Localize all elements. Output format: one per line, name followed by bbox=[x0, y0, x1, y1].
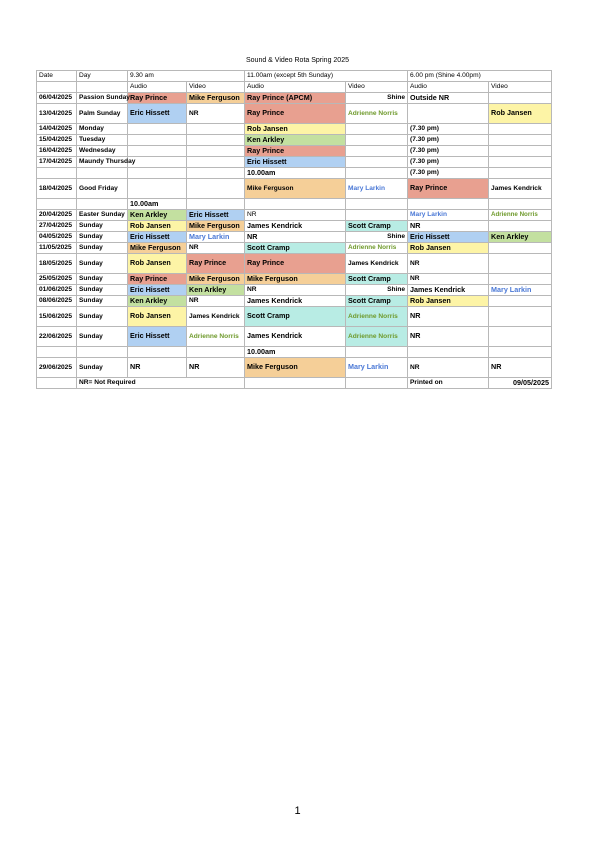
page-title: Sound & Video Rota Spring 2025 bbox=[245, 57, 349, 64]
date-cell: 04/05/2025 bbox=[37, 232, 77, 243]
audio-600-cell: James Kendrick bbox=[408, 285, 489, 296]
table-row bbox=[37, 210, 552, 221]
audio-600-cell: Outside NR bbox=[408, 93, 489, 104]
video-600-cell bbox=[489, 157, 552, 168]
header-row bbox=[37, 71, 552, 82]
video-1100-cell: Adrienne Norris bbox=[346, 243, 408, 254]
video-1100-cell bbox=[346, 135, 408, 146]
video-930-cell: NR bbox=[187, 243, 245, 254]
video-1100-cell bbox=[346, 124, 408, 135]
video-600-cell bbox=[489, 307, 552, 327]
printed-on-label: Printed on bbox=[408, 378, 489, 389]
date-cell bbox=[37, 199, 77, 210]
date-cell: 29/06/2025 bbox=[37, 358, 77, 378]
day-cell: Sunday bbox=[77, 285, 128, 296]
date-cell: 15/06/2025 bbox=[37, 307, 77, 327]
date-cell: 08/06/2025 bbox=[37, 296, 77, 307]
col-header-date: Date bbox=[37, 71, 77, 82]
video-600-cell: James Kendrick bbox=[489, 179, 552, 199]
audio-600-cell: NR bbox=[408, 221, 489, 232]
audio-600-cell bbox=[408, 104, 489, 124]
col-header-1100: 11.00am (except 5th Sunday) bbox=[245, 71, 408, 82]
audio-930-cell: Rob Jansen bbox=[128, 254, 187, 274]
video-600-cell bbox=[489, 168, 552, 179]
col-header-930: 9.30 am bbox=[128, 71, 245, 82]
video-600-cell bbox=[489, 243, 552, 254]
audio-1100-cell: Ray Prince (APCM) bbox=[245, 93, 346, 104]
audio-1100-cell: Ray Prince bbox=[245, 104, 346, 124]
audio-600-cell: Mary Larkin bbox=[408, 210, 489, 221]
video-600-cell bbox=[489, 93, 552, 104]
col-header-600: 6.00 pm (Shine 4.00pm) bbox=[408, 71, 552, 82]
date-cell: 16/04/2025 bbox=[37, 146, 77, 157]
video-930-cell bbox=[187, 347, 245, 358]
audio-1100-cell bbox=[245, 199, 346, 210]
video-930-cell: Mary Larkin bbox=[187, 232, 245, 243]
table-row bbox=[37, 327, 552, 347]
audio-930-cell bbox=[128, 124, 187, 135]
subheader-video: Video bbox=[489, 82, 552, 93]
col-header-day: Day bbox=[77, 71, 128, 82]
rota-table bbox=[36, 70, 552, 389]
day-cell: Sunday bbox=[77, 274, 128, 285]
video-930-cell bbox=[187, 124, 245, 135]
audio-1100-cell: 10.00am bbox=[245, 168, 346, 179]
video-1100-cell: Adrienne Norris bbox=[346, 104, 408, 124]
video-930-cell: Ken Arkley bbox=[187, 285, 245, 296]
day-cell: Monday bbox=[77, 124, 128, 135]
video-1100-cell: Mary Larkin bbox=[346, 179, 408, 199]
audio-1100-cell: Mike Ferguson bbox=[245, 274, 346, 285]
audio-930-cell bbox=[128, 157, 187, 168]
table-row bbox=[37, 135, 552, 146]
audio-930-cell: Rob Jansen bbox=[128, 307, 187, 327]
video-930-cell: Mike Ferguson bbox=[187, 93, 245, 104]
audio-930-cell bbox=[128, 135, 187, 146]
video-600-cell bbox=[489, 199, 552, 210]
audio-1100-cell: Rob Jansen bbox=[245, 124, 346, 135]
video-930-cell: Adrienne Norris bbox=[187, 327, 245, 347]
video-600-cell: Adrienne Norris bbox=[489, 210, 552, 221]
audio-600-cell bbox=[408, 199, 489, 210]
audio-930-cell: Ken Arkley bbox=[128, 210, 187, 221]
table-row bbox=[37, 347, 552, 358]
video-600-cell: NR bbox=[489, 358, 552, 378]
subheader-video: Video bbox=[346, 82, 408, 93]
date-cell: 13/04/2025 bbox=[37, 104, 77, 124]
audio-930-cell bbox=[128, 146, 187, 157]
subheader-row bbox=[37, 82, 552, 93]
video-1100-cell: Scott Cramp bbox=[346, 274, 408, 285]
table-row bbox=[37, 296, 552, 307]
audio-1100-cell: NR bbox=[245, 210, 346, 221]
table-cell bbox=[346, 378, 408, 389]
day-cell bbox=[77, 168, 128, 179]
video-600-cell bbox=[489, 221, 552, 232]
audio-1100-cell: NR bbox=[245, 232, 346, 243]
table-cell bbox=[245, 378, 346, 389]
date-cell: 22/06/2025 bbox=[37, 327, 77, 347]
audio-1100-cell: Scott Cramp bbox=[245, 307, 346, 327]
table-row bbox=[37, 274, 552, 285]
audio-600-cell: NR bbox=[408, 254, 489, 274]
audio-600-cell bbox=[408, 347, 489, 358]
audio-930-cell: Ken Arkley bbox=[128, 296, 187, 307]
day-cell bbox=[77, 347, 128, 358]
audio-1100-cell: Mike Ferguson bbox=[245, 179, 346, 199]
video-930-cell bbox=[187, 157, 245, 168]
video-930-cell: Mike Ferguson bbox=[187, 274, 245, 285]
audio-600-cell: (7.30 pm) bbox=[408, 146, 489, 157]
table-row bbox=[37, 93, 552, 104]
video-600-cell bbox=[489, 347, 552, 358]
date-cell: 18/04/2025 bbox=[37, 179, 77, 199]
table-row bbox=[37, 243, 552, 254]
video-600-cell: Rob Jansen bbox=[489, 104, 552, 124]
day-cell: Sunday bbox=[77, 358, 128, 378]
day-cell: Sunday bbox=[77, 243, 128, 254]
date-cell: 27/04/2025 bbox=[37, 221, 77, 232]
video-1100-cell bbox=[346, 146, 408, 157]
video-930-cell: NR bbox=[187, 296, 245, 307]
video-930-cell bbox=[187, 135, 245, 146]
audio-1100-cell: Ray Prince bbox=[245, 254, 346, 274]
audio-600-cell: (7.30 pm) bbox=[408, 168, 489, 179]
table-row bbox=[37, 146, 552, 157]
audio-1100-cell: Eric Hissett bbox=[245, 157, 346, 168]
audio-930-cell: Rob Jansen bbox=[128, 221, 187, 232]
table-row bbox=[37, 124, 552, 135]
table-row bbox=[37, 179, 552, 199]
video-600-cell: Ken Arkley bbox=[489, 232, 552, 243]
day-cell: Wednesday bbox=[77, 146, 128, 157]
video-930-cell bbox=[187, 168, 245, 179]
audio-600-cell: NR bbox=[408, 327, 489, 347]
video-1100-cell: James Kendrick bbox=[346, 254, 408, 274]
day-cell: Easter Sunday bbox=[77, 210, 128, 221]
video-600-cell bbox=[489, 135, 552, 146]
video-600-cell bbox=[489, 296, 552, 307]
subheader-audio: Audio bbox=[408, 82, 489, 93]
day-cell: Sunday bbox=[77, 232, 128, 243]
day-cell: Sunday bbox=[77, 307, 128, 327]
audio-930-cell: Ray Prince bbox=[128, 274, 187, 285]
table-row bbox=[37, 254, 552, 274]
video-1100-cell bbox=[346, 347, 408, 358]
date-cell: 18/05/2025 bbox=[37, 254, 77, 274]
audio-600-cell: Rob Jansen bbox=[408, 296, 489, 307]
video-1100-cell bbox=[346, 199, 408, 210]
date-cell: 20/04/2025 bbox=[37, 210, 77, 221]
table-row bbox=[37, 168, 552, 179]
audio-1100-cell: James Kendrick bbox=[245, 327, 346, 347]
subheader-audio: Audio bbox=[128, 82, 187, 93]
video-1100-cell: Shine bbox=[346, 232, 408, 243]
day-cell: Sunday bbox=[77, 296, 128, 307]
audio-930-cell: Ray Prince bbox=[128, 93, 187, 104]
footer-note: NR= Not Required bbox=[77, 378, 245, 389]
audio-1100-cell: 10.00am bbox=[245, 347, 346, 358]
table-cell bbox=[37, 82, 77, 93]
audio-600-cell: NR bbox=[408, 307, 489, 327]
video-930-cell bbox=[187, 179, 245, 199]
video-600-cell bbox=[489, 274, 552, 285]
audio-1100-cell: James Kendrick bbox=[245, 296, 346, 307]
video-1100-cell: Shine bbox=[346, 285, 408, 296]
audio-930-cell bbox=[128, 347, 187, 358]
video-1100-cell: Adrienne Norris bbox=[346, 307, 408, 327]
audio-930-cell bbox=[128, 168, 187, 179]
video-1100-cell: Shine bbox=[346, 93, 408, 104]
video-1100-cell: Scott Cramp bbox=[346, 221, 408, 232]
day-cell: Sunday bbox=[77, 327, 128, 347]
video-600-cell bbox=[489, 124, 552, 135]
video-1100-cell: Adrienne Norris bbox=[346, 327, 408, 347]
audio-1100-cell: James Kendrick bbox=[245, 221, 346, 232]
date-cell bbox=[37, 347, 77, 358]
video-600-cell bbox=[489, 327, 552, 347]
date-cell: 17/04/2025 bbox=[37, 157, 77, 168]
audio-930-cell: Eric Hissett bbox=[128, 104, 187, 124]
audio-930-cell: Eric Hissett bbox=[128, 285, 187, 296]
video-1100-cell: Scott Cramp bbox=[346, 296, 408, 307]
audio-1100-cell: Ken Arkley bbox=[245, 135, 346, 146]
audio-930-cell bbox=[128, 179, 187, 199]
date-cell: 11/05/2025 bbox=[37, 243, 77, 254]
audio-600-cell: (7.30 pm) bbox=[408, 157, 489, 168]
video-600-cell bbox=[489, 254, 552, 274]
table-row bbox=[37, 358, 552, 378]
audio-1100-cell: Mike Ferguson bbox=[245, 358, 346, 378]
page-number: 1 bbox=[294, 805, 301, 817]
date-cell: 01/06/2025 bbox=[37, 285, 77, 296]
table-row bbox=[37, 307, 552, 327]
audio-600-cell: (7.30 pm) bbox=[408, 135, 489, 146]
date-cell bbox=[37, 168, 77, 179]
day-cell: Tuesday bbox=[77, 135, 128, 146]
video-600-cell: Mary Larkin bbox=[489, 285, 552, 296]
audio-1100-cell: Scott Cramp bbox=[245, 243, 346, 254]
audio-930-cell: Eric Hissett bbox=[128, 232, 187, 243]
video-1100-cell: Mary Larkin bbox=[346, 358, 408, 378]
table-cell bbox=[77, 82, 128, 93]
audio-930-cell: NR bbox=[128, 358, 187, 378]
day-cell: Sunday bbox=[77, 254, 128, 274]
video-930-cell: NR bbox=[187, 358, 245, 378]
day-cell: Palm Sunday bbox=[77, 104, 128, 124]
table-row bbox=[37, 199, 552, 210]
table-row bbox=[37, 157, 552, 168]
subheader-audio: Audio bbox=[245, 82, 346, 93]
table-row bbox=[37, 221, 552, 232]
audio-600-cell: (7.30 pm) bbox=[408, 124, 489, 135]
table-cell bbox=[37, 378, 77, 389]
day-cell: Passion Sunday bbox=[77, 93, 128, 104]
audio-600-cell: Rob Jansen bbox=[408, 243, 489, 254]
audio-600-cell: Ray Prince bbox=[408, 179, 489, 199]
date-cell: 14/04/2025 bbox=[37, 124, 77, 135]
audio-600-cell: Eric Hissett bbox=[408, 232, 489, 243]
audio-930-cell: 10.00am bbox=[128, 199, 187, 210]
table-row bbox=[37, 285, 552, 296]
date-cell: 15/04/2025 bbox=[37, 135, 77, 146]
video-600-cell bbox=[489, 146, 552, 157]
table-row bbox=[37, 232, 552, 243]
date-cell: 25/05/2025 bbox=[37, 274, 77, 285]
video-930-cell bbox=[187, 199, 245, 210]
video-930-cell bbox=[187, 146, 245, 157]
video-930-cell: NR bbox=[187, 104, 245, 124]
subheader-video: Video bbox=[187, 82, 245, 93]
audio-1100-cell: NR bbox=[245, 285, 346, 296]
footer-row bbox=[37, 378, 552, 389]
video-930-cell: James Kendrick bbox=[187, 307, 245, 327]
audio-1100-cell: Ray Prince bbox=[245, 146, 346, 157]
video-930-cell: Ray Prince bbox=[187, 254, 245, 274]
audio-600-cell: NR bbox=[408, 274, 489, 285]
printed-on-date: 09/05/2025 bbox=[489, 378, 552, 389]
audio-930-cell: Mike Ferguson bbox=[128, 243, 187, 254]
day-cell bbox=[77, 199, 128, 210]
video-930-cell: Mike Ferguson bbox=[187, 221, 245, 232]
video-930-cell: Eric Hissett bbox=[187, 210, 245, 221]
day-cell: Sunday bbox=[77, 221, 128, 232]
audio-930-cell: Eric Hissett bbox=[128, 327, 187, 347]
video-1100-cell bbox=[346, 168, 408, 179]
video-1100-cell bbox=[346, 210, 408, 221]
day-cell: Maundy Thursday bbox=[77, 157, 128, 168]
day-cell: Good Friday bbox=[77, 179, 128, 199]
date-cell: 06/04/2025 bbox=[37, 93, 77, 104]
table-row bbox=[37, 104, 552, 124]
video-1100-cell bbox=[346, 157, 408, 168]
audio-600-cell: NR bbox=[408, 358, 489, 378]
